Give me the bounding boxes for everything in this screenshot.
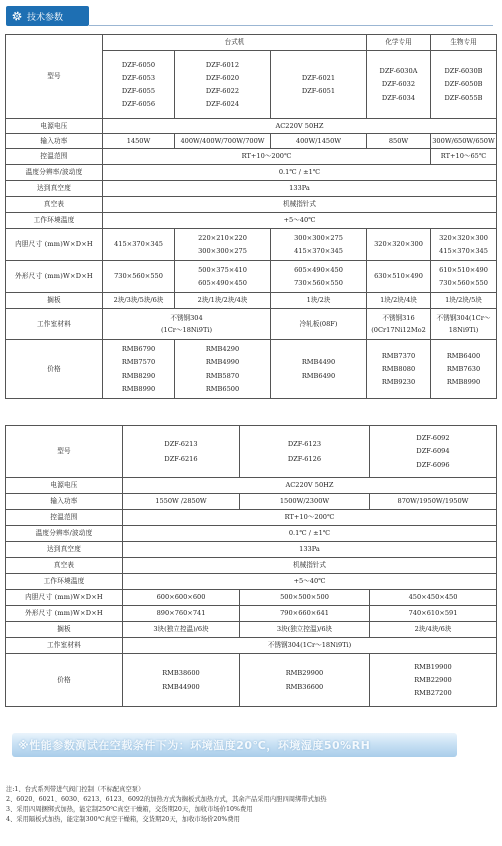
row-label-gauge: 真空表 bbox=[6, 197, 103, 213]
power-cell: 1450W bbox=[103, 134, 175, 149]
inner-cell: 220×210×220 300×300×275 bbox=[175, 229, 271, 261]
inner-cell: 500×500×500 bbox=[240, 590, 370, 606]
model-cell: DZF-6123 DZF-6126 bbox=[240, 426, 370, 478]
power-cell: 1550W /2850W bbox=[123, 494, 240, 510]
model-cell: DZF-6012 DZF-6020 DZF-6022 DZF-6024 bbox=[175, 51, 271, 119]
row-label-inner: 内胆尺寸 (mm)W×D×H bbox=[6, 229, 103, 261]
spec-table-large bbox=[5, 425, 497, 707]
note-line: 4、采用隔板式加热，能定制300℃真空干燥箱，交货期20天，加收市场价20%费用 bbox=[6, 816, 240, 823]
outer-cell: 740×610×591 bbox=[370, 606, 497, 622]
gauge-value: 机械指针式 bbox=[123, 558, 497, 574]
row-label-resolution: 温度分辨率/波动度 bbox=[6, 165, 103, 181]
temp-range-value: RT+10～200℃ bbox=[103, 149, 431, 165]
outer-cell: 610×510×490 730×560×550 bbox=[431, 261, 497, 293]
inner-cell: 320×320×300 415×370×345 bbox=[431, 229, 497, 261]
inner-cell: 415×370×345 bbox=[103, 229, 175, 261]
row-label-vacuum: 达到真空度 bbox=[6, 181, 103, 197]
section-header bbox=[6, 6, 89, 26]
row-label-inner: 内胆尺寸 (mm)W×D×H bbox=[6, 590, 123, 606]
env-temp-value: +5～40℃ bbox=[123, 574, 497, 590]
note-line: 2、6020、6021、6030、6213、6123、6092的加热方式为搁板式加热方式，其余产品采用内胆四周绑带式加热 bbox=[6, 796, 327, 803]
row-label-env-temp: 工作环境温度 bbox=[6, 574, 123, 590]
resolution-value: 0.1℃ / ±1℃ bbox=[123, 526, 497, 542]
model-cell: DZF-6213 DZF-6216 bbox=[123, 426, 240, 478]
gauge-value: 机械指针式 bbox=[103, 197, 497, 213]
row-label-voltage: 电源电压 bbox=[6, 119, 103, 134]
material-cell: 不锈钢304(1Cr～ 18Ni9Ti) bbox=[431, 309, 497, 340]
row-label-price: 价格 bbox=[6, 340, 103, 399]
col-header-chem: 化学专用 bbox=[367, 35, 431, 51]
inner-cell: 450×450×450 bbox=[370, 590, 497, 606]
shelf-cell: 2块/4块/6块 bbox=[370, 622, 497, 638]
outer-cell: 605×490×450 730×560×550 bbox=[271, 261, 367, 293]
outer-cell: 500×375×410 605×490×450 bbox=[175, 261, 271, 293]
row-label-vacuum: 达到真空度 bbox=[6, 542, 123, 558]
model-cell: DZF-6092 DZF-6094 DZF-6096 bbox=[370, 426, 497, 478]
inner-cell: 320×320×300 bbox=[367, 229, 431, 261]
power-cell: 300W/650W/650W bbox=[431, 134, 497, 149]
row-label-resolution: 温度分辨率/波动度 bbox=[6, 526, 123, 542]
section-title: 技术参数 bbox=[27, 12, 64, 23]
price-cell: RMB38600 RMB44900 bbox=[123, 654, 240, 707]
test-condition-banner bbox=[12, 733, 457, 757]
row-label-model: 型号 bbox=[6, 426, 123, 478]
row-label-outer: 外形尺寸 (mm)W×D×H bbox=[6, 261, 103, 293]
material-value: 不锈钢304(1Cr～18Ni9Ti) bbox=[123, 638, 497, 654]
price-cell: RMB7370 RMB8080 RMB9230 bbox=[367, 340, 431, 399]
model-cell: DZF-6030A DZF-6032 DZF-6034 bbox=[367, 51, 431, 119]
price-cell: RMB6790 RMB7570 RMB8290 RMB8990 bbox=[103, 340, 175, 399]
shelf-cell: 1块/2块/4块 bbox=[367, 293, 431, 309]
row-label-material: 工作室材料 bbox=[6, 638, 123, 654]
inner-cell: 300×300×275 415×370×345 bbox=[271, 229, 367, 261]
row-label-outer: 外形尺寸 (mm)W×D×H bbox=[6, 606, 123, 622]
row-label-temp-range: 控温范围 bbox=[6, 149, 103, 165]
env-temp-value: +5～40℃ bbox=[103, 213, 497, 229]
outer-cell: 890×760×741 bbox=[123, 606, 240, 622]
material-cell: 不锈钢304 (1Cr～18Ni9Ti) bbox=[103, 309, 271, 340]
resolution-value: 0.1℃ / ±1℃ bbox=[103, 165, 497, 181]
row-label-model: 型号 bbox=[6, 35, 103, 119]
price-cell: RMB6400 RMB7630 RMB8990 bbox=[431, 340, 497, 399]
note-line: 3、采用四周捆绑式加热，能定制250℃真空干燥箱，交货期20天，加收市场价10%费用 bbox=[6, 806, 253, 813]
outer-cell: 790×660×641 bbox=[240, 606, 370, 622]
spec-table-desktop bbox=[5, 34, 497, 399]
shelf-cell: 2块/3块/5块/6块 bbox=[103, 293, 175, 309]
row-label-price: 价格 bbox=[6, 654, 123, 707]
material-cell: 冷轧板(08F) bbox=[271, 309, 367, 340]
price-cell: RMB4490 RMB6490 bbox=[271, 340, 367, 399]
voltage-value: AC220V 50HZ bbox=[103, 119, 497, 134]
group-header-desktop: 台式机 bbox=[103, 35, 367, 51]
row-label-power: 输入功率 bbox=[6, 134, 103, 149]
note-line: 注:1、台式系列带进气阀门控制（不标配真空泵） bbox=[6, 786, 145, 793]
price-cell: RMB29900 RMB36600 bbox=[240, 654, 370, 707]
row-label-env-temp: 工作环境温度 bbox=[6, 213, 103, 229]
model-cell: DZF-6021 DZF-6051 bbox=[271, 51, 367, 119]
vacuum-value: 133Pa bbox=[103, 181, 497, 197]
outer-cell: 630×510×490 bbox=[367, 261, 431, 293]
row-label-shelf: 搁板 bbox=[6, 293, 103, 309]
inner-cell: 600×600×600 bbox=[123, 590, 240, 606]
power-cell: 400W/1450W bbox=[271, 134, 367, 149]
banner-text: ※性能参数测试在空载条件下为：环境温度20℃，环境湿度50%RH bbox=[18, 739, 371, 752]
header-rule bbox=[89, 25, 493, 26]
material-cell: 不锈钢316 (0Cr17Ni12Mo2 bbox=[367, 309, 431, 340]
power-cell: 870W/1950W/1950W bbox=[370, 494, 497, 510]
temp-range-bio: RT+10～65℃ bbox=[431, 149, 497, 165]
voltage-value: AC220V 50HZ bbox=[123, 478, 497, 494]
price-cell: RMB19900 RMB22900 RMB27200 bbox=[370, 654, 497, 707]
row-label-shelf: 搁板 bbox=[6, 622, 123, 638]
vacuum-value: 133Pa bbox=[123, 542, 497, 558]
shelf-cell: 3块(独立控温)/6块 bbox=[123, 622, 240, 638]
outer-cell: 730×560×550 bbox=[103, 261, 175, 293]
row-label-voltage: 电源电压 bbox=[6, 478, 123, 494]
row-label-gauge: 真空表 bbox=[6, 558, 123, 574]
shelf-cell: 1块/2块/5块 bbox=[431, 293, 497, 309]
model-cell: DZF-6030B DZF-6050B DZF-6055B bbox=[431, 51, 497, 119]
price-cell: RMB4290 RMB4990 RMB5870 RMB6500 bbox=[175, 340, 271, 399]
shelf-cell: 1块/2块 bbox=[271, 293, 367, 309]
col-header-bio: 生物专用 bbox=[431, 35, 497, 51]
row-label-power: 输入功率 bbox=[6, 494, 123, 510]
power-cell: 850W bbox=[367, 134, 431, 149]
model-cell: DZF-6050 DZF-6053 DZF-6055 DZF-6056 bbox=[103, 51, 175, 119]
power-cell: 1500W/2300W bbox=[240, 494, 370, 510]
shelf-cell: 2块/1块/2块/4块 bbox=[175, 293, 271, 309]
power-cell: 400W/400W/700W/700W bbox=[175, 134, 271, 149]
row-label-material: 工作室材料 bbox=[6, 309, 103, 340]
row-label-temp-range: 控温范围 bbox=[6, 510, 123, 526]
temp-range-value: RT+10～200℃ bbox=[123, 510, 497, 526]
gear-icon bbox=[11, 10, 23, 22]
shelf-cell: 3块(独立控温)/6块 bbox=[240, 622, 370, 638]
notes bbox=[6, 785, 496, 825]
